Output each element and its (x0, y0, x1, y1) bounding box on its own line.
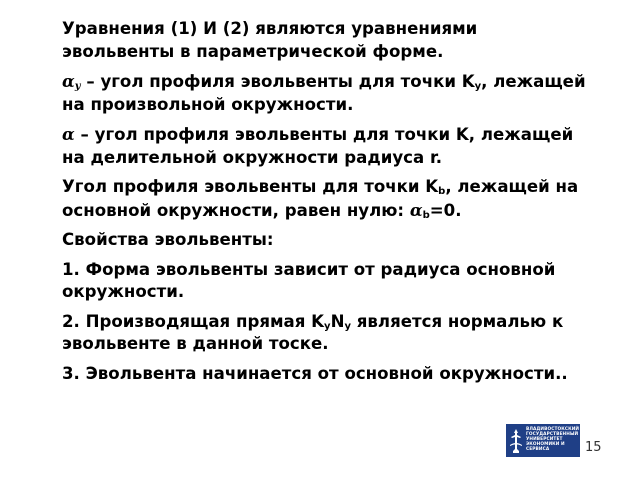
paragraph-text: – угол профиля эвольвенты для точки K (80, 72, 475, 91)
alpha-symbol: α (62, 71, 75, 91)
paragraph-text: Свойства эвольвенты: (62, 230, 274, 249)
paragraph-properties-heading (62, 229, 592, 252)
point-subscript: y (474, 81, 482, 92)
logo-line: УНИВЕРСИТЕТ (526, 437, 563, 443)
paragraph-text-end: является нормалью к эвольвенте в данной тоске. (62, 311, 564, 353)
paragraph-text: 3. Эвольвента начинается от основной окружности.. (62, 363, 568, 383)
logo-line: СЕРВИСА (526, 446, 550, 452)
paragraph-property-2 (62, 311, 592, 356)
paragraph-text-end: , лежащей на произвольной окружности. (62, 72, 586, 114)
point-subscript: y (324, 320, 331, 332)
paragraph-property-1 (62, 259, 592, 304)
paragraph-alpha-y (62, 70, 592, 116)
logo-line: ЭКОНОМИКИ И (526, 441, 565, 447)
logo-text (526, 428, 579, 453)
paragraph-base-circle (62, 176, 592, 222)
logo-line: ГОСУДАРСТВЕННЫЙ (526, 432, 579, 438)
paragraph-text-mid: , лежащей на основной окружности, равен нулю: (62, 177, 579, 220)
paragraph-text: Уравнения (1) И (2) являются уравнениями эвольвенты в параметрической форме. (62, 19, 478, 61)
logo-line: ВЛАДИВОСТОКСКИЙ (526, 427, 580, 433)
paragraph-text-end: =0. (429, 200, 462, 220)
paragraph-text: 2. Производящая прямая K (62, 311, 325, 331)
paragraph-text: 1. Форма эвольвенты зависит от радиуса основной окружности. (62, 259, 556, 301)
paragraph-property-3 (62, 363, 592, 386)
slide-content (62, 18, 592, 392)
university-logo (506, 424, 580, 457)
point-subscript: b (438, 186, 446, 197)
paragraph-text: – угол профиля эвольвенты для точки K, лежащей на делительной окружности радиуса r. (62, 125, 574, 167)
paragraph-text: Угол профиля эвольвенты для точки K (62, 177, 439, 196)
alpha-symbol: α (62, 124, 75, 144)
point-subscript: y (344, 320, 351, 332)
paragraph-alpha (62, 123, 592, 169)
university-emblem-icon (509, 427, 523, 455)
page-number: 15 (585, 440, 602, 455)
alpha-subscript: y (74, 81, 81, 92)
alpha-subscript: b (422, 209, 430, 221)
alpha-symbol: α (409, 199, 423, 220)
point-n: N (330, 311, 345, 331)
paragraph-equations (62, 18, 592, 63)
